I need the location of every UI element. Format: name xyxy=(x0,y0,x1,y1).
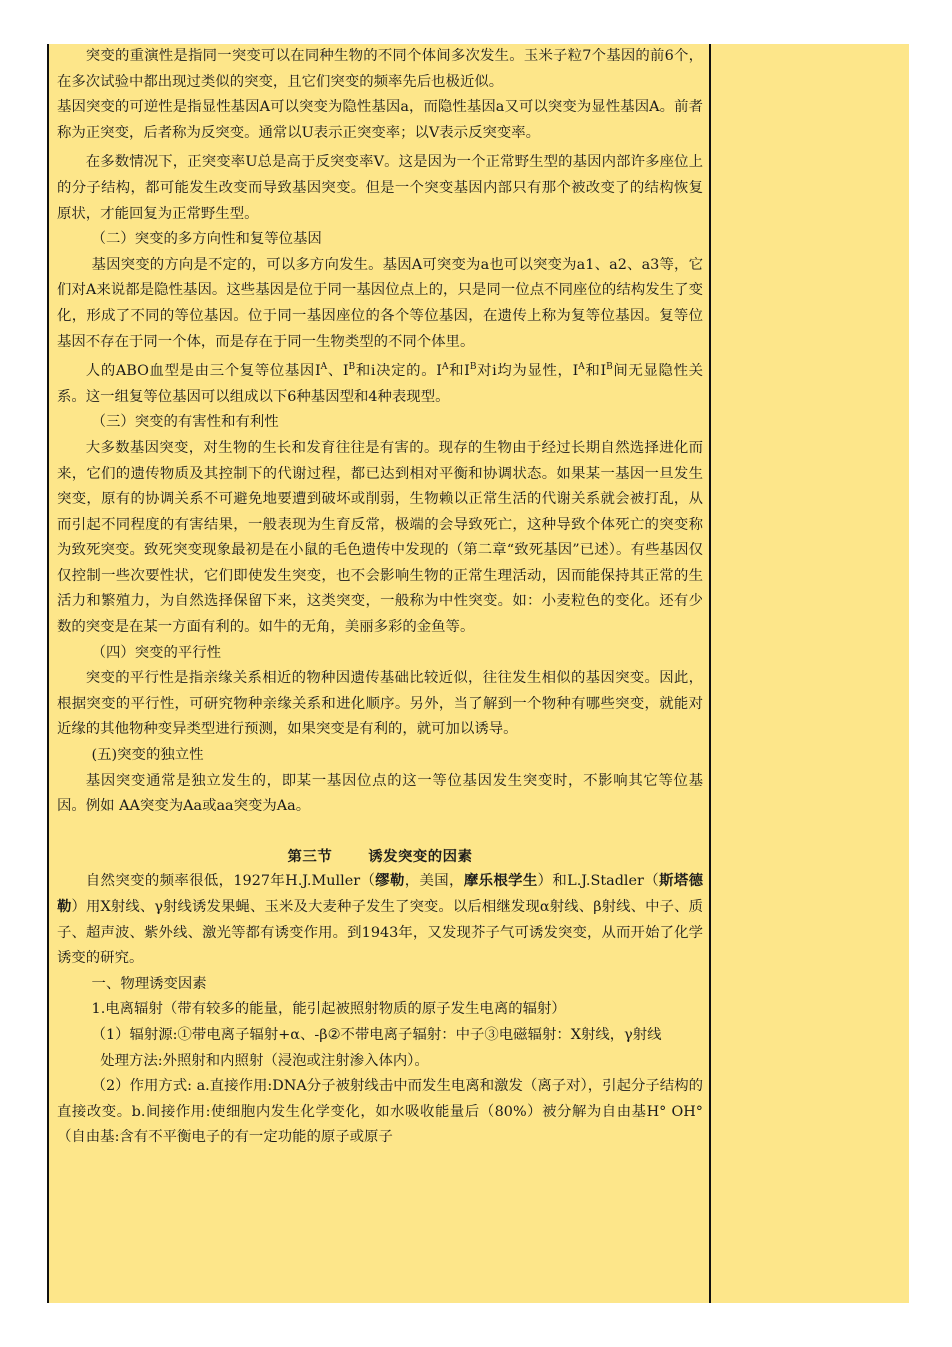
heading-harmful-beneficial: （三）突变的有害性和有利性 xyxy=(91,414,279,431)
paragraph-mode-of-action: （2）作用方式: a.直接作用:DNA分子被射线击中而发生电离和激发（离子对），引起分子结构的直接改变。b.间接作用:使细胞内发生化学变化，如水吸收能量后（80%）被分解为自由基H° OH° （自由基:含有不平衡电子的有一定功能的原子或原子 xyxy=(57,1078,703,1146)
section-title-text: 诱发突变的因素 xyxy=(368,847,473,865)
heading-independence: (五)突变的独立性 xyxy=(91,747,204,764)
section-number: 第三节 xyxy=(287,847,333,865)
paragraph-recurrence: 突变的重演性是指同一突变可以在同种生物的不同个体间多次发生。玉米子粒7个基因的前6个，在多次试验中都出现过类似的突变，且它们突变的频率先后也极近似。 xyxy=(57,48,703,90)
paragraph-treatment-methods: 处理方法:外照射和内照射（浸泡或注射渗入体内）。 xyxy=(100,1052,429,1069)
paragraph-radiation-sources: （1）辐射源:①带电离子辐射+α、-β②不带电离子辐射：中子③电磁辐射：X射线，γ射线 xyxy=(91,1026,662,1043)
paragraph-independence: 基因突变通常是独立发生的，即某一基因位点的这一等位基因发生突变时，不影响其它等位基因。例如 AA突变为Aa或aa突变为Aa。 xyxy=(57,772,703,815)
paragraph-abo-blood-type: 人的ABO血型是由三个复等位基因$I^A$、$I^B$和i决定的。$I^A$和$I^B$对i均为显性，$I^A$和$I^B$间无显隐性关系。这一组复等位基因可以组成以下6种基因型和4种表现型。 xyxy=(57,362,703,405)
paragraph-mutation-rate: 在多数情况下，正突变率U总是高于反突变率V。这是因为一个正常野生型的基因内部许多座位上的分子结构，都可能发生改变而导致基因突变。但是一个突变基因内部只有那个被改变了的结构恢复原状，才能回复为正常野生型。 xyxy=(57,154,703,222)
table-border-divider xyxy=(709,44,711,1303)
paragraph-multiple-alleles: 基因突变的方向是不定的，可以多方向发生。基因A可突变为a也可以突变为a1、a2、a3等，它们对A来说都是隐性基因。这些基因是位于同一基因位点上的，只是同一位点不同座位的结构发生了变化，形成了不同的等位基因。位于同一基因座位的各个等位基因，在遗传上称为复等位基因。复等位基因不存在于同一个体，而是存在于同一生物类型的不同个体里。 xyxy=(57,256,703,350)
table-border-left xyxy=(47,44,49,1303)
section-title xyxy=(57,844,703,870)
paragraph-harmful-beneficial: 大多数基因突变，对生物的生长和发育往往是有害的。现存的生物由于经过长期自然选择进化而来，它们的遗传物质及其控制下的代谢过程，都已达到相对平衡和协调状态。如果某一基因一旦发生突变，原有的协调关系不可避免地要遭到破坏或削弱，生物赖以正常生活的代谢关系就会被打乱，从而引起不同程度的有害结果，一般表现为生育反常，极端的会导致死亡，这种导致个体死亡的突变称为致死突变。致死突变现象最初是在小鼠的毛色遗传中发现的（第二章“致死基因”已述）。有些基因仅仅控制一些次要性状，它们即使发生突变，也不会影响生物的正常生理活动，因而能保持其正常的生活力和繁殖力，为自然选择保留下来，这类突变，一般称为中性突变。如：小麦粒色的变化。还有少数的突变是在某一方面有利的。如牛的无角，美丽多彩的金鱼等。 xyxy=(57,439,703,636)
paragraph-history: 自然突变的频率很低，1927年H.J.Muller（缪勒，美国，摩乐根学生）和L.J.Stadler（斯塔德勒）用X射线、γ射线诱发果蝇、玉米及大麦种子发生了突变。以后相继发现α射线、β射线、中子、质子、超声波、紫外线、激光等都有诱变作用。到1943年，又发现芥子气可诱发突变，从而开始了化学诱变的研究。 xyxy=(57,873,703,967)
heading-multi-direction: （二）突变的多方向性和复等位基因 xyxy=(91,231,322,248)
heading-parallelism: （四）突变的平行性 xyxy=(91,644,222,661)
heading-ionizing-radiation: 1.电离辐射（带有较多的能量，能引起被照射物质的原子发生电离的辐射） xyxy=(91,1001,566,1018)
paragraph-parallelism: 突变的平行性是指亲缘关系相近的物种因遗传基础比较近似，往往发生相似的基因突变。因此，根据突变的平行性，可研究物种亲缘关系和进化顺序。另外，当了解到一个物种有哪些突变，就能对近缘的其他物种变异类型进行预测，如果突变是有利的，就可加以诱导。 xyxy=(57,670,703,738)
document-body xyxy=(57,44,703,1151)
paragraph-reversibility: 基因突变的可逆性是指显性基因A可以突变为隐性基因a，而隐性基因a又可以突变为显性基因A。前者称为正突变，后者称为反突变。通常以U表示正突变率；以V表示反突变率。 xyxy=(57,99,703,141)
heading-physical-factors: 一、物理诱变因素 xyxy=(91,975,207,992)
